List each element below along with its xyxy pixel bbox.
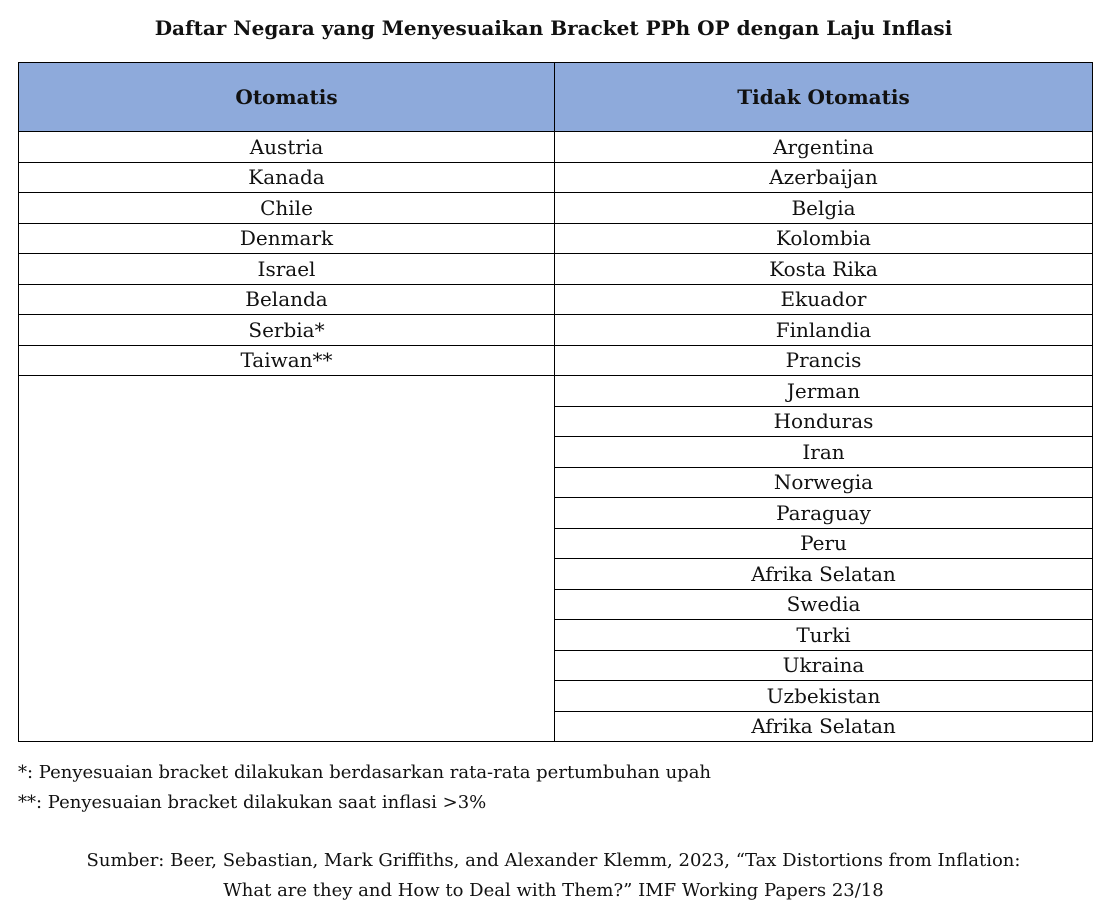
- tidak-otomatis-cell: Kosta Rika: [555, 254, 1093, 285]
- tidak-otomatis-cell: Afrika Selatan: [555, 559, 1093, 590]
- otomatis-cell: Kanada: [19, 162, 555, 193]
- table-header-row: [19, 63, 1093, 132]
- footnotes: [18, 758, 711, 818]
- country-table: [18, 62, 1093, 742]
- otomatis-cell: Israel: [19, 254, 555, 285]
- tidak-otomatis-cell: Finlandia: [555, 315, 1093, 346]
- tidak-otomatis-cell: Prancis: [555, 345, 1093, 376]
- tidak-otomatis-cell: Azerbaijan: [555, 162, 1093, 193]
- source-line-1: Sumber: Beer, Sebastian, Mark Griffiths, and Alexander Klemm, 2023, “Tax Distortions from Inflation:: [86, 850, 1021, 871]
- otomatis-cell: Belanda: [19, 284, 555, 315]
- tidak-otomatis-cell: Swedia: [555, 589, 1093, 620]
- otomatis-cell: Denmark: [19, 223, 555, 254]
- otomatis-cell: Austria: [19, 132, 555, 163]
- table-row: [19, 345, 1093, 376]
- footnote-double-asterisk: **: Penyesuaian bracket dilakukan saat inflasi >3%: [18, 792, 487, 813]
- otomatis-empty-cell: [19, 376, 555, 742]
- table-row: [19, 132, 1093, 163]
- tidak-otomatis-cell: Argentina: [555, 132, 1093, 163]
- tidak-otomatis-cell: Paraguay: [555, 498, 1093, 529]
- footnote-single-asterisk: *: Penyesuaian bracket dilakukan berdasarkan rata-rata pertumbuhan upah: [18, 762, 712, 783]
- source-line-2: What are they and How to Deal with Them?” IMF Working Papers 23/18: [223, 880, 884, 901]
- table-row: [19, 162, 1093, 193]
- tidak-otomatis-cell: Ekuador: [555, 284, 1093, 315]
- header-tidak-otomatis: Tidak Otomatis: [555, 63, 1093, 132]
- tidak-otomatis-cell: Jerman: [555, 376, 1093, 407]
- table-row: [19, 223, 1093, 254]
- tidak-otomatis-cell: Afrika Selatan: [555, 711, 1093, 742]
- table-row: [19, 193, 1093, 224]
- tidak-otomatis-cell: Norwegia: [555, 467, 1093, 498]
- otomatis-cell: Taiwan**: [19, 345, 555, 376]
- table-row: [19, 315, 1093, 346]
- table-row: [19, 284, 1093, 315]
- otomatis-cell: Chile: [19, 193, 555, 224]
- otomatis-cell: Serbia*: [19, 315, 555, 346]
- table-row: [19, 376, 1093, 407]
- tidak-otomatis-cell: Uzbekistan: [555, 681, 1093, 712]
- tidak-otomatis-cell: Peru: [555, 528, 1093, 559]
- tidak-otomatis-cell: Turki: [555, 620, 1093, 651]
- document-title: Daftar Negara yang Menyesuaikan Bracket PPh OP dengan Laju Inflasi: [154, 16, 953, 40]
- tidak-otomatis-cell: Iran: [555, 437, 1093, 468]
- tidak-otomatis-cell: Belgia: [555, 193, 1093, 224]
- tidak-otomatis-cell: Honduras: [555, 406, 1093, 437]
- header-otomatis: Otomatis: [19, 63, 555, 132]
- tidak-otomatis-cell: Kolombia: [555, 223, 1093, 254]
- source-citation: [0, 846, 1107, 906]
- tidak-otomatis-cell: Ukraina: [555, 650, 1093, 681]
- table-row: [19, 254, 1093, 285]
